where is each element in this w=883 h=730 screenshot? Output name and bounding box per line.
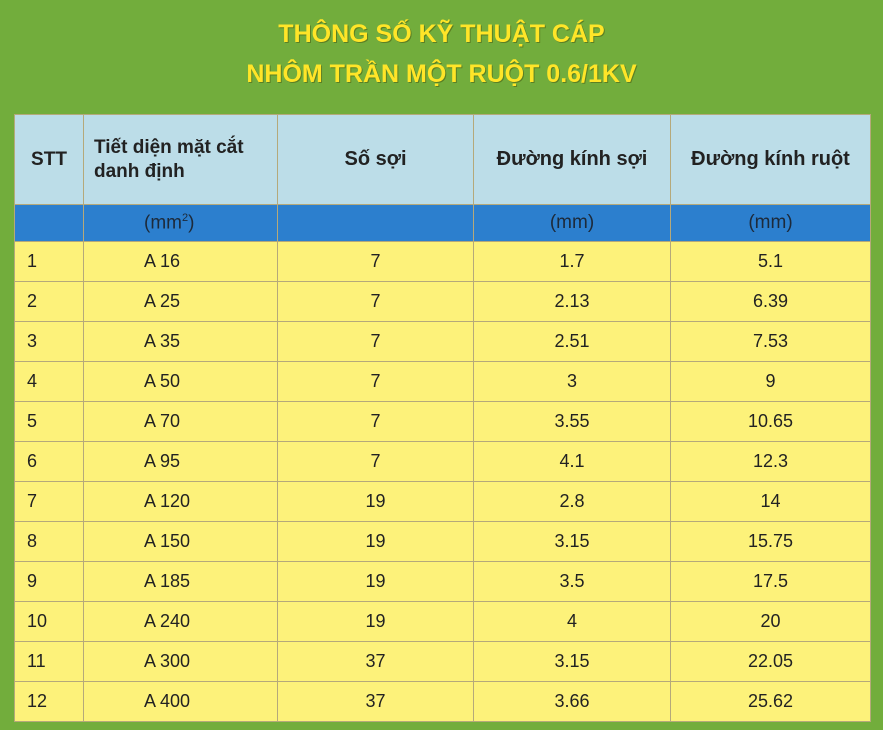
row-conductor-diameter: 9 (671, 362, 871, 402)
row-conductor-diameter: 12.3 (671, 442, 871, 482)
row-strands: 19 (278, 562, 474, 602)
row-stt: 5 (15, 402, 84, 442)
row-stt: 6 (15, 442, 84, 482)
unit-wire-diameter: (mm) (474, 205, 671, 242)
row-conductor-diameter: 22.05 (671, 642, 871, 682)
row-wire-diameter: 3 (474, 362, 671, 402)
row-area: A 70 (84, 402, 278, 442)
table-row (15, 402, 871, 442)
row-conductor-diameter: 6.39 (671, 282, 871, 322)
title-line-1: THÔNG SỐ KỸ THUẬT CÁP (278, 20, 605, 48)
row-area: A 400 (84, 682, 278, 722)
table-row (15, 482, 871, 522)
row-area: A 25 (84, 282, 278, 322)
row-strands: 37 (278, 682, 474, 722)
row-area: A 240 (84, 602, 278, 642)
table-row (15, 362, 871, 402)
header-strands: Số sợi (278, 115, 474, 205)
unit-row (15, 205, 871, 242)
row-conductor-diameter: 20 (671, 602, 871, 642)
unit-stt (15, 205, 84, 242)
row-stt: 4 (15, 362, 84, 402)
row-conductor-diameter: 15.75 (671, 522, 871, 562)
row-wire-diameter: 3.15 (474, 522, 671, 562)
table-row (15, 282, 871, 322)
row-wire-diameter: 4.1 (474, 442, 671, 482)
row-wire-diameter: 3.15 (474, 642, 671, 682)
row-wire-diameter: 2.8 (474, 482, 671, 522)
unit-conductor-diameter: (mm) (671, 205, 871, 242)
unit-area-text: (mm (144, 212, 182, 234)
row-area: A 185 (84, 562, 278, 602)
row-stt: 12 (15, 682, 84, 722)
page-title (0, 14, 883, 94)
row-wire-diameter: 3.55 (474, 402, 671, 442)
header-row (15, 115, 871, 205)
row-stt: 8 (15, 522, 84, 562)
table-row (15, 322, 871, 362)
row-area: A 300 (84, 642, 278, 682)
row-conductor-diameter: 5.1 (671, 242, 871, 282)
row-stt: 1 (15, 242, 84, 282)
row-strands: 19 (278, 602, 474, 642)
header-area: Tiết diện mặt cắt danh định (84, 115, 278, 205)
row-stt: 2 (15, 282, 84, 322)
row-strands: 19 (278, 482, 474, 522)
header-stt: STT (15, 115, 84, 205)
row-strands: 7 (278, 402, 474, 442)
row-area: A 50 (84, 362, 278, 402)
unit-area (84, 205, 278, 242)
row-stt: 7 (15, 482, 84, 522)
row-conductor-diameter: 14 (671, 482, 871, 522)
row-stt: 3 (15, 322, 84, 362)
row-conductor-diameter: 25.62 (671, 682, 871, 722)
row-strands: 7 (278, 322, 474, 362)
row-wire-diameter: 4 (474, 602, 671, 642)
spec-table (14, 114, 871, 722)
row-conductor-diameter: 7.53 (671, 322, 871, 362)
table-row (15, 242, 871, 282)
row-stt: 11 (15, 642, 84, 682)
row-strands: 7 (278, 242, 474, 282)
row-wire-diameter: 2.13 (474, 282, 671, 322)
row-wire-diameter: 3.5 (474, 562, 671, 602)
row-strands: 19 (278, 522, 474, 562)
table-row (15, 642, 871, 682)
row-stt: 10 (15, 602, 84, 642)
title-line-2: NHÔM TRẦN MỘT RUỘT 0.6/1KV (246, 60, 637, 88)
row-wire-diameter: 1.7 (474, 242, 671, 282)
row-area: A 16 (84, 242, 278, 282)
table-row (15, 442, 871, 482)
unit-area-close: ) (188, 212, 195, 234)
row-stt: 9 (15, 562, 84, 602)
table-row (15, 562, 871, 602)
row-area: A 35 (84, 322, 278, 362)
row-conductor-diameter: 17.5 (671, 562, 871, 602)
row-area: A 95 (84, 442, 278, 482)
row-wire-diameter: 3.66 (474, 682, 671, 722)
table-row (15, 682, 871, 722)
row-strands: 37 (278, 642, 474, 682)
header-wire-diameter: Đường kính sợi (474, 115, 671, 205)
row-area: A 150 (84, 522, 278, 562)
row-strands: 7 (278, 282, 474, 322)
unit-area-sup: 2 (181, 211, 189, 224)
unit-strands (278, 205, 474, 242)
table-row (15, 522, 871, 562)
table-row (15, 602, 871, 642)
row-strands: 7 (278, 442, 474, 482)
row-area: A 120 (84, 482, 278, 522)
row-wire-diameter: 2.51 (474, 322, 671, 362)
row-conductor-diameter: 10.65 (671, 402, 871, 442)
header-conductor-diameter: Đường kính ruột (671, 115, 871, 205)
row-strands: 7 (278, 362, 474, 402)
